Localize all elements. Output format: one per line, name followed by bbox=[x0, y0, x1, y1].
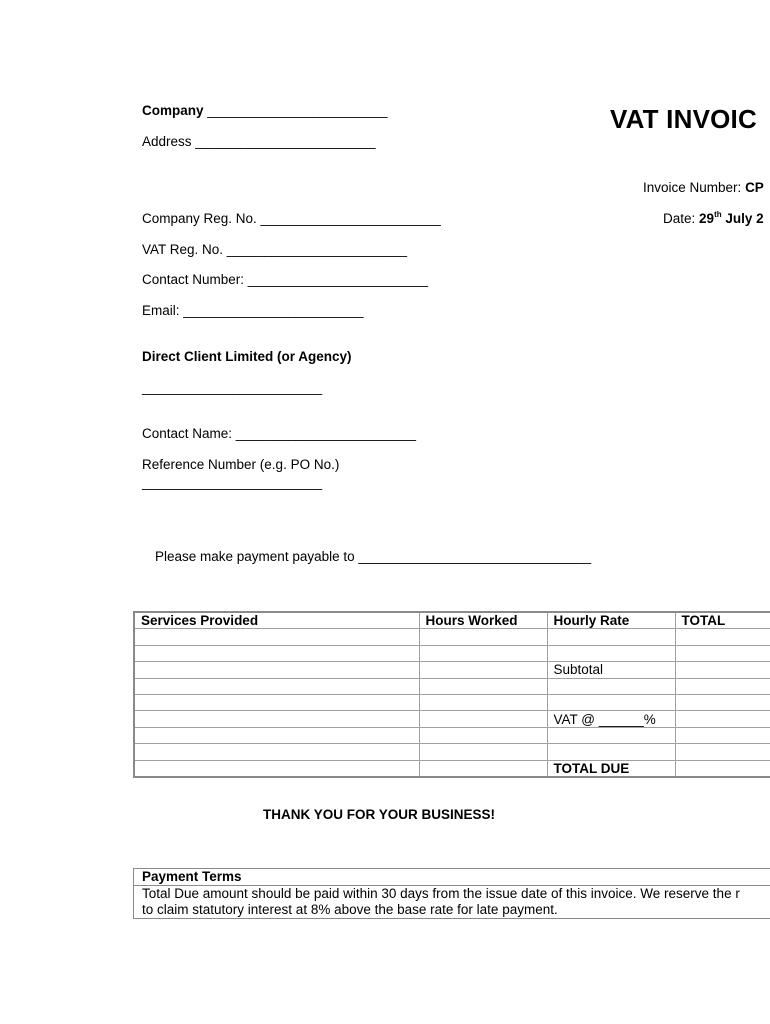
address-label: Address bbox=[142, 134, 192, 149]
company-line bbox=[142, 103, 387, 118]
date-label: Date: bbox=[663, 211, 696, 226]
reference-blank: ________________________ bbox=[142, 475, 323, 490]
invoice-date bbox=[663, 211, 764, 226]
total-due-label: TOTAL DUE bbox=[547, 760, 675, 777]
company-blank: ________________________ bbox=[207, 103, 388, 118]
thank-you: THANK YOU FOR YOUR BUSINESS! bbox=[263, 807, 496, 822]
company-label: Company bbox=[142, 103, 204, 118]
header-rate: Hourly Rate bbox=[547, 612, 675, 629]
header-total: TOTAL bbox=[675, 612, 770, 629]
payment-terms-heading: Payment Terms bbox=[134, 869, 770, 886]
contact-number: Contact Number: ________________________ bbox=[142, 272, 428, 287]
company-reg-no: Company Reg. No. ________________________ bbox=[142, 211, 441, 226]
table-row bbox=[134, 678, 770, 694]
email-line: Email: ________________________ bbox=[142, 303, 364, 318]
payment-payable: Please make payment payable to _______________________________ bbox=[155, 549, 592, 564]
table-row bbox=[134, 744, 770, 760]
table-row bbox=[134, 645, 770, 661]
payment-terms-table bbox=[133, 868, 770, 919]
subtotal-label: Subtotal bbox=[547, 662, 675, 678]
table-row bbox=[134, 629, 770, 645]
address-line bbox=[142, 134, 376, 149]
payment-terms-line2: to claim statutory interest at 8% above the base rate for late payment. bbox=[142, 902, 558, 917]
invoice-number-label: Invoice Number: bbox=[643, 180, 742, 195]
table-row bbox=[134, 694, 770, 710]
vat-label: VAT @ ______% bbox=[547, 711, 675, 727]
payment-terms-line1: Total Due amount should be paid within 30 days from the issue date of this invoice. We reserve the r bbox=[142, 886, 740, 901]
reference-number: Reference Number (e.g. PO No.) bbox=[142, 457, 340, 472]
header-services: Services Provided bbox=[134, 612, 419, 629]
table-row bbox=[134, 727, 770, 743]
table-row bbox=[134, 711, 770, 727]
contact-name: Contact Name: ________________________ bbox=[142, 426, 416, 441]
date-day: 29th July 2 bbox=[699, 210, 764, 226]
table-header-row bbox=[134, 612, 770, 629]
vat-reg-no: VAT Reg. No. ________________________ bbox=[142, 242, 407, 257]
services-table bbox=[133, 611, 770, 778]
invoice-number-value: CP bbox=[745, 180, 764, 195]
invoice-number bbox=[643, 180, 764, 195]
payment-terms-body bbox=[134, 886, 770, 919]
client-heading: Direct Client Limited (or Agency) bbox=[142, 349, 352, 364]
client-blank: ________________________ bbox=[142, 380, 323, 395]
invoice-title: VAT INVOIC bbox=[610, 104, 757, 134]
table-row bbox=[134, 662, 770, 678]
address-blank: ________________________ bbox=[195, 134, 376, 149]
table-row bbox=[134, 760, 770, 777]
header-hours: Hours Worked bbox=[419, 612, 547, 629]
